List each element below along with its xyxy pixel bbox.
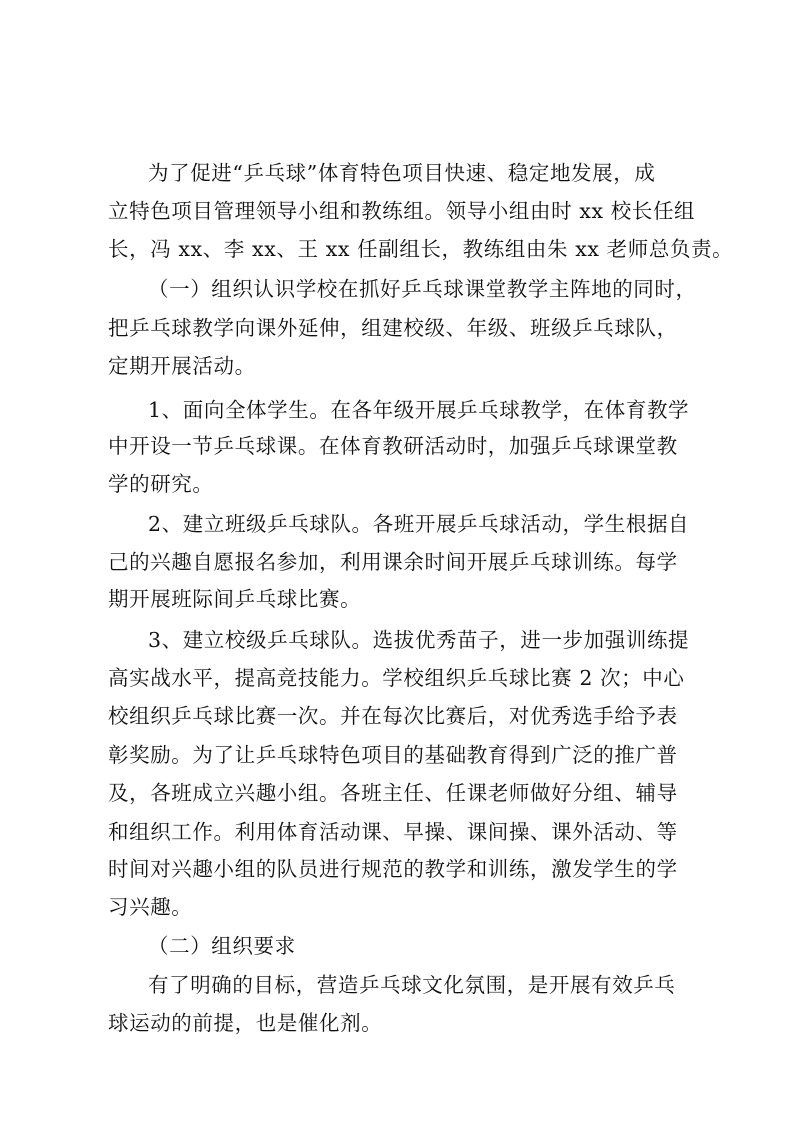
item-1-line-2: 中开设一节乒乓球课。在体育教研活动时，加强乒乓球课堂教 (108, 434, 678, 458)
section-2-heading: （二）组织要求 (148, 934, 296, 958)
intro-line-1: 为了促进“乒乓球”体育特色项目快速、稳定地发展，成 (148, 161, 656, 185)
item-3-line-3: 校组织乒乓球比赛一次。并在每次比赛后，对优秀选手给予表 (108, 704, 678, 728)
item-3-line-4: 彰奖励。为了让乒乓球特色项目的基础教育得到广泛的推广普 (108, 743, 678, 767)
item-2-line-2: 己的兴趣自愿报名参加，利用课余时间开展乒乓球训练。每学 (108, 550, 678, 574)
closing-line-2: 球运动的前提，也是催化剂。 (108, 1011, 383, 1035)
item-3-line-2: 高实战水平，提高竞技能力。学校组织乒乓球比赛 2 次；中心 (108, 666, 685, 690)
item-3-line-5: 及，各班成立兴趣小组。各班主任、任课老师做好分组、辅导 (108, 781, 678, 805)
item-1-line-1: 1、面向全体学生。在各年级开展乒乓球教学，在体育教学 (148, 398, 690, 422)
item-3-line-8: 习兴趣。 (108, 895, 193, 919)
item-3-line-6: 和组织工作。利用体育活动课、早操、课间操、课外活动、等 (108, 820, 678, 844)
item-3-line-7: 时间对兴趣小组的队员进行规范的教学和训练，激发学生的学 (108, 857, 678, 881)
section-1-line-1: （一）组织认识学校在抓好乒乓球课堂教学主阵地的同时， (148, 277, 697, 301)
intro-line-2: 立特色项目管理领导小组和教练组。领导小组由时 xx 校长任组 (108, 199, 696, 223)
item-3-line-1: 3、建立校级乒乓球队。选拔优秀苗子，进一步加强训练提 (148, 628, 690, 652)
intro-line-3: 长，冯 xx、李 xx、王 xx 任副组长，教练组由朱 xx 老师总负责。 (108, 237, 734, 261)
closing-line-1: 有了明确的目标，营造乒乓球文化氛围，是开展有效乒乓 (148, 973, 676, 997)
item-2-line-1: 2、建立班级乒乓球队。各班开展乒乓球活动，学生根据自 (148, 512, 690, 536)
section-1-line-3: 定期开展活动。 (108, 354, 256, 378)
item-1-line-3: 学的研究。 (108, 472, 214, 496)
item-2-line-3: 期开展班际间乒乓球比赛。 (108, 587, 362, 611)
section-1-line-2: 把乒乓球教学向课外延伸，组建校级、年级、班级乒乓球队， (108, 316, 678, 340)
